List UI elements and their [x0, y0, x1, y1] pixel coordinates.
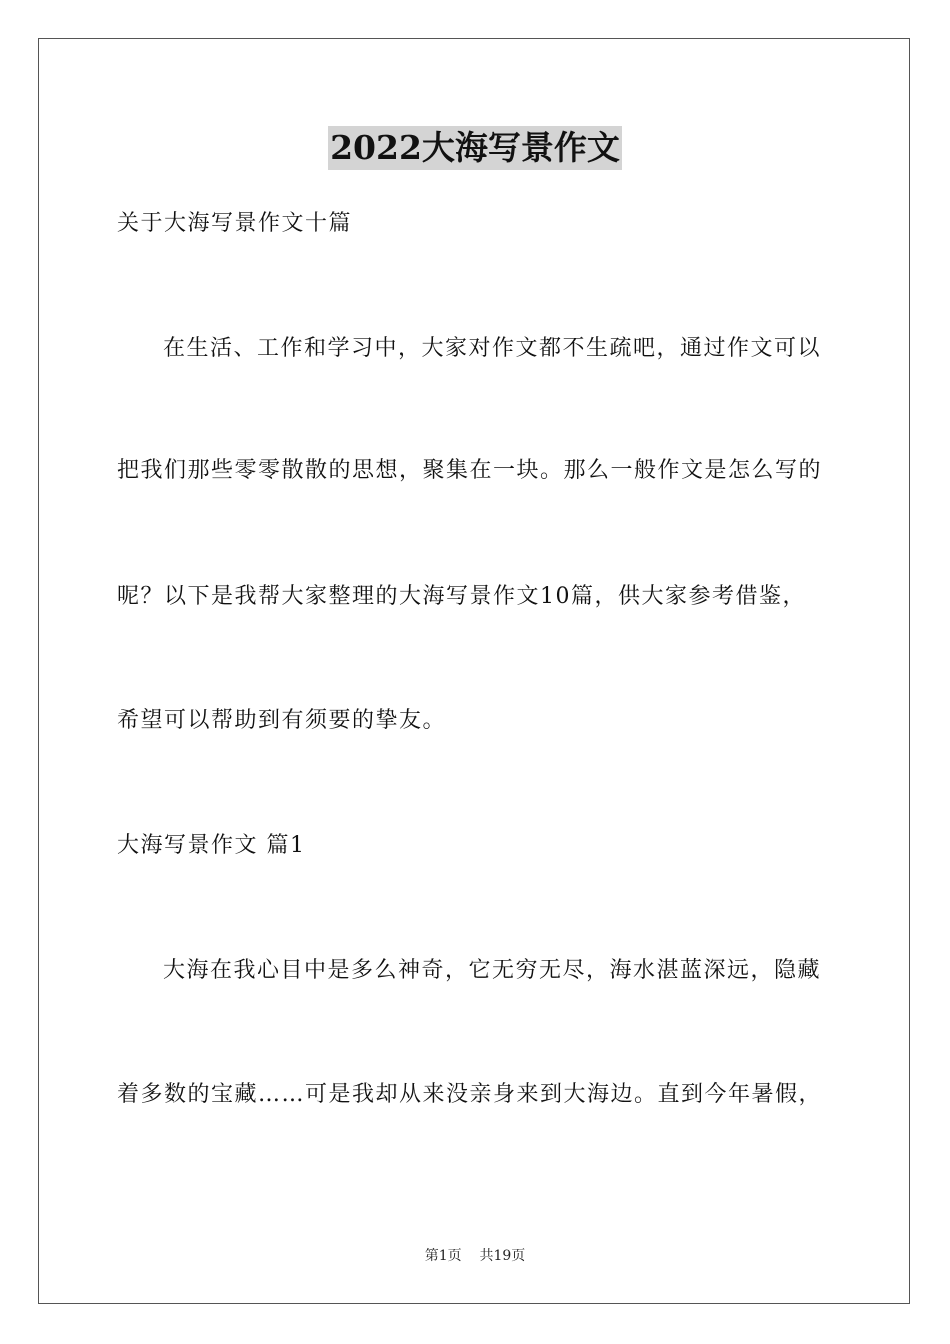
page-number: 第1页 — [424, 1248, 462, 1264]
document-subtitle: 关于大海写景作文十篇 — [117, 211, 353, 236]
paragraph-line: 在生活、工作和学习中，大家对作文都不生疏吧，通过作文可以 — [163, 336, 822, 361]
section-heading: 大海写景作文 篇1 — [117, 833, 306, 858]
document-title: 2022大海写景作文 — [328, 126, 622, 170]
paragraph-line: 把我们那些零零散散的思想，聚集在一块。那么一般作文是怎么写的 — [117, 458, 823, 483]
title-container — [0, 126, 950, 170]
paragraph-line: 呢？以下是我帮大家整理的大海写景作文10篇，供大家参考借鉴， — [117, 584, 806, 609]
section-line: 着多数的宝藏……可是我却从来没亲身来到大海边。直到今年暑假， — [117, 1082, 823, 1107]
page-total: 共19页 — [479, 1248, 526, 1264]
section-line: 大海在我心目中是多么神奇，它无穷无尽，海水湛蓝深远，隐藏 — [163, 958, 822, 983]
paragraph-line: 希望可以帮助到有须要的挚友。 — [117, 708, 447, 733]
page-footer — [0, 1246, 950, 1266]
